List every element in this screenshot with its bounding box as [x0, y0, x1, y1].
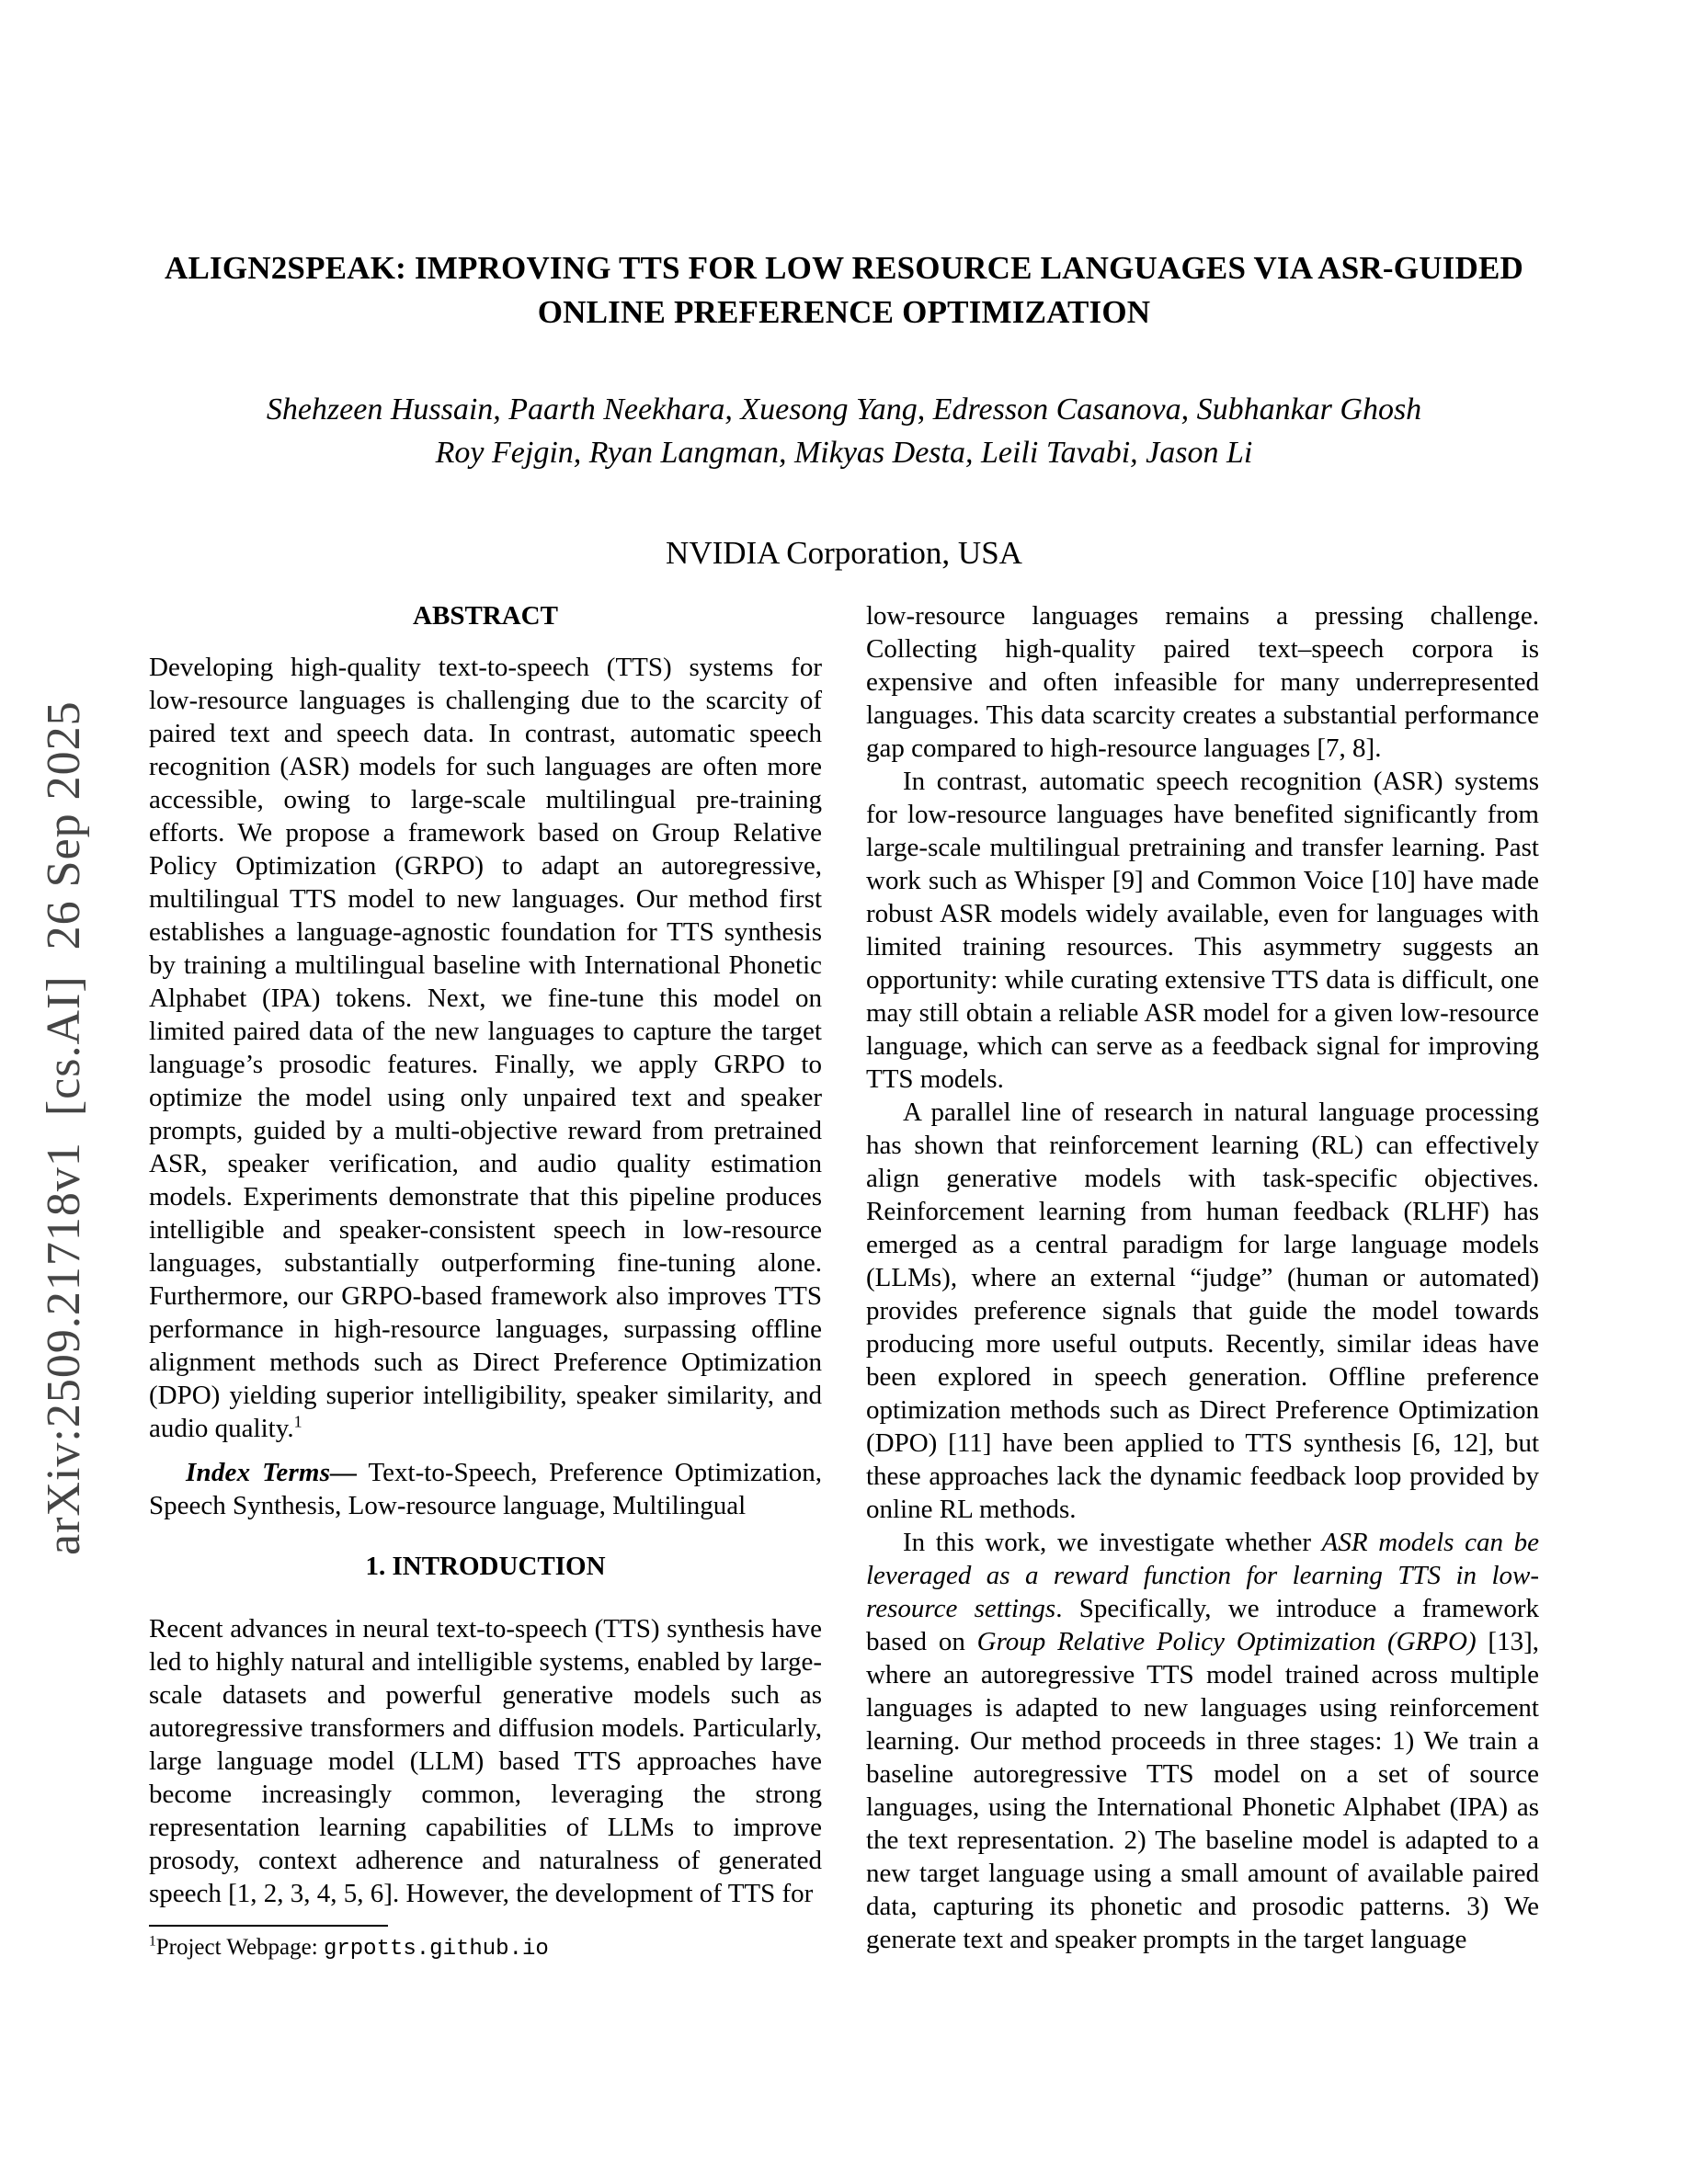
intro-p4-segment-1: In this work, we investigate whether — [903, 1528, 1322, 1557]
paper-header — [127, 246, 1561, 572]
intro-p4-segment-2: . Specifically, we introduce a framework based on — [866, 1594, 1539, 1656]
author-list — [127, 389, 1561, 475]
intro-p4-emphasis-2: Group Relative Policy Optimization (GRPO) — [976, 1627, 1477, 1656]
abstract-paragraph — [149, 651, 822, 1445]
footnote-text — [149, 1934, 822, 1963]
footnote-rule — [149, 1925, 388, 1927]
index-terms-text: Text-to-Speech, Preference Optimization, Speech Synthesis, Low-resource language, Multilingual — [149, 1458, 822, 1520]
author-line-1: Shehzeen Hussain, Paarth Neekhara, Xuesong Yang, Edresson Casanova, Subhankar Ghosh — [266, 392, 1422, 427]
paper-title-line-1: ALIGN2SPEAK: IMPROVING TTS FOR LOW RESOURCE LANGUAGES VIA ASR-GUIDED — [164, 250, 1523, 286]
paper-title-line-2: ONLINE PREFERENCE OPTIMIZATION — [537, 294, 1151, 331]
index-terms — [149, 1456, 822, 1522]
footnote-url-link[interactable]: grpotts.github.io — [323, 1937, 549, 1962]
abstract-text: Developing high-quality text-to-speech (TTS) systems for low-resource languages is challenging due to the scarcity of paired text and speech data. In contrast, automatic speech recognition (ASR) models for such languages are often more accessible, owing to large-scale multilingual pre-training efforts. We propose a framework based on Group Relative Policy Optimization (GRPO) to adapt an autoregressive, multilingual TTS model to new languages. Our method first establishes a language-agnostic foundation for TTS synthesis by training a multilingual baseline with International Phonetic Alphabet (IPA) tokens. Next, we fine-tune this model on limited paired data of the new languages to capture the target language’s prosodic features. Finally, we apply GRPO to optimize the model using only unpaired text and speaker prompts, guided by a multi-objective reward from pretrained ASR, speaker verification, and audio quality estimation models. Experiments demonstrate that this pipeline produces intelligible and speaker-consistent speech in low-resource languages, substantially outperforming fine-tuning alone. Furthermore, our GRPO-based framework also improves TTS performance in high-resource languages, surpassing offline alignment methods such as Direct Preference Optimization (DPO) yielding superior intelligibility, speaker similarity, and audio quality. — [149, 653, 822, 1443]
intro-paragraph-4 — [866, 1526, 1539, 1956]
two-column-body — [149, 599, 1539, 1963]
intro-paragraph-2: In contrast, automatic speech recognition (ASR) systems for low-resource languages have benefited significantly from large-scale multilingual pretraining and transfer learning. Past work such as Whisper [9] and Common Voice [10] have made robust ASR models widely available, even for languages with limited training resources. This asymmetry suggests an opportunity: while curating extensive TTS data is difficult, one may still obtain a reliable ASR model for a given low-resource language, which can serve as a feedback signal for improving TTS models. — [866, 767, 1539, 1094]
right-column — [866, 599, 1539, 1963]
affiliation: NVIDIA Corporation, USA — [666, 535, 1022, 572]
index-terms-label: Index Terms— — [186, 1458, 358, 1487]
arxiv-watermark: arXiv:2509.21718v1 [cs.AI] 26 Sep 2025 — [38, 700, 90, 1555]
footnote-label: Project Webpage: — [155, 1935, 324, 1960]
paper-title — [127, 246, 1561, 336]
author-line-2: Roy Fejgin, Ryan Langman, Mikyas Desta, Leili Tavabi, Jason Li — [435, 435, 1253, 470]
left-column — [149, 599, 822, 1963]
footnote-marker-ref: 1 — [293, 1412, 302, 1431]
section-heading-introduction: 1. INTRODUCTION — [365, 1552, 606, 1581]
intro-p4-segment-3: [13], where an autoregressive TTS model trained across multiple languages is adapted to new languages using reinforcement learning. Our method proceeds in three stages: 1) We train a baseline autoregressive TTS model on a set of source languages, using the International Phonetic Alphabet (IPA) as the text representation. 2) The baseline model is adapted to a new target language using a small amount of available paired data, capturing its phonetic and prosodic patterns. 3) We generate text and speaker prompts in the target language — [866, 1627, 1539, 1954]
intro-p4-emphasis-1: ASR models can be leveraged as a reward function for learning TTS in low-resource settings — [866, 1528, 1539, 1623]
abstract-heading: ABSTRACT — [413, 601, 558, 631]
intro-paragraph-1: Recent advances in neural text-to-speech (TTS) synthesis have led to highly natural and intelligible systems, enabled by large-scale datasets and powerful generative models such as autoregressive transformers and diffusion models. Particularly, large language model (LLM) based TTS approaches have become increasingly common, leveraging the strong representation learning capabilities of LLMs to improve prosody, context adherence and naturalness of generated speech [1, 2, 3, 4, 5, 6]. However, the development of TTS for — [149, 1614, 822, 1908]
footnote-marker: 1 — [149, 1933, 156, 1950]
footnote — [149, 1925, 822, 1963]
intro-paragraph-1-continued: low-resource languages remains a pressing challenge. Collecting high-quality paired text–speech corpora is expensive and often infeasible for many underrepresented languages. This data scarcity creates a substantial performance gap compared to high-resource languages [7, 8]. — [866, 601, 1539, 763]
intro-paragraph-3: A parallel line of research in natural language processing has shown that reinforcement learning (RL) can effectively align generative models with task-specific objectives. Reinforcement learning from human feedback (RLHF) has emerged as a central paradigm for large language models (LLMs), where an external “judge” (human or automated) provides preference signals that guide the model towards producing more useful outputs. Recently, similar ideas have been explored in speech generation. Offline preference optimization methods such as Direct Preference Optimization (DPO) [11] have been applied to TTS synthesis [6, 12], but these approaches lack the dynamic feedback loop provided by online RL methods. — [866, 1098, 1539, 1524]
